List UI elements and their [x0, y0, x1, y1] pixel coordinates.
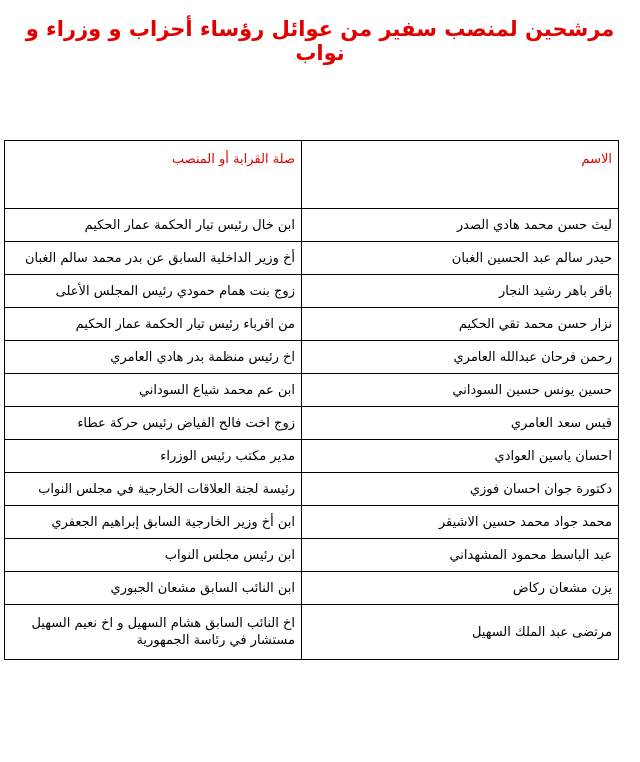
- table-row: [5, 242, 619, 275]
- table-row: [5, 407, 619, 440]
- cell-relation: زوج اخت فالح الفياض رئيس حركة عطاء: [5, 407, 302, 440]
- table-row: [5, 539, 619, 572]
- cell-name: عبد الباسط محمود المشهداني: [302, 539, 619, 572]
- cell-name: محمد جواد محمد حسين الاشيقر: [302, 506, 619, 539]
- cell-name: مرتضى عبد الملك السهيل: [302, 605, 619, 660]
- cell-name: حيدر سالم عبد الحسين الغبان: [302, 242, 619, 275]
- table-row: [5, 341, 619, 374]
- cell-relation: من اقرباء رئيس تيار الحكمة عمار الحكيم: [5, 308, 302, 341]
- cell-relation: ابن النائب السابق مشعان الجبوري: [5, 572, 302, 605]
- cell-relation: رئيسة لجنة العلاقات الخارجية في مجلس النواب: [5, 473, 302, 506]
- table-header-row: [5, 141, 619, 209]
- cell-name: دكتورة جوان احسان فوزي: [302, 473, 619, 506]
- table-row: [5, 209, 619, 242]
- cell-name: نزار حسن محمد تقي الحكيم: [302, 308, 619, 341]
- header-relation: صلة القرابة أو المنصب: [5, 141, 302, 209]
- table-row: [5, 374, 619, 407]
- table-row: [5, 308, 619, 341]
- cell-name: احسان ياسين العوادي: [302, 440, 619, 473]
- page-title: مرشحين لمنصب سفير من عوائل رؤساء أحزاب و وزراء و نواب: [25, 17, 615, 65]
- cell-name: رحمن فرحان عبدالله العامري: [302, 341, 619, 374]
- cell-relation: اخ رئيس منظمة بدر هادي العامري: [5, 341, 302, 374]
- cell-relation: ابن أخ وزير الخارجية السابق إبراهيم الجعفري: [5, 506, 302, 539]
- cell-name: حسين يونس حسين السوداني: [302, 374, 619, 407]
- cell-relation: ابن خال رئيس تيار الحكمة عمار الحكيم: [5, 209, 302, 242]
- table-row: [5, 440, 619, 473]
- cell-name: ليث حسن محمد هادي الصدر: [302, 209, 619, 242]
- cell-relation: ابن عم محمد شياع السوداني: [5, 374, 302, 407]
- cell-relation: ابن رئيس مجلس النواب: [5, 539, 302, 572]
- header-name: الاسم: [302, 141, 619, 209]
- cell-relation: أخ وزير الداخلية السابق عن بدر محمد سالم الغبان: [5, 242, 302, 275]
- cell-relation: زوج بنت همام حمودي رئيس المجلس الأعلى: [5, 275, 302, 308]
- table-row: [5, 572, 619, 605]
- table-row: [5, 605, 619, 660]
- cell-name: قيس سعد العامري: [302, 407, 619, 440]
- cell-relation: مدير مكتب رئيس الوزراء: [5, 440, 302, 473]
- table-row: [5, 473, 619, 506]
- cell-name: باقر باهر رشيد النجار: [302, 275, 619, 308]
- cell-name: يزن مشعان ركاض: [302, 572, 619, 605]
- cell-relation: اخ النائب السابق هشام السهيل و اخ نعيم السهيل مستشار في رئاسة الجمهورية: [5, 605, 302, 660]
- candidates-table: [4, 140, 619, 660]
- table-row: [5, 275, 619, 308]
- table-row: [5, 506, 619, 539]
